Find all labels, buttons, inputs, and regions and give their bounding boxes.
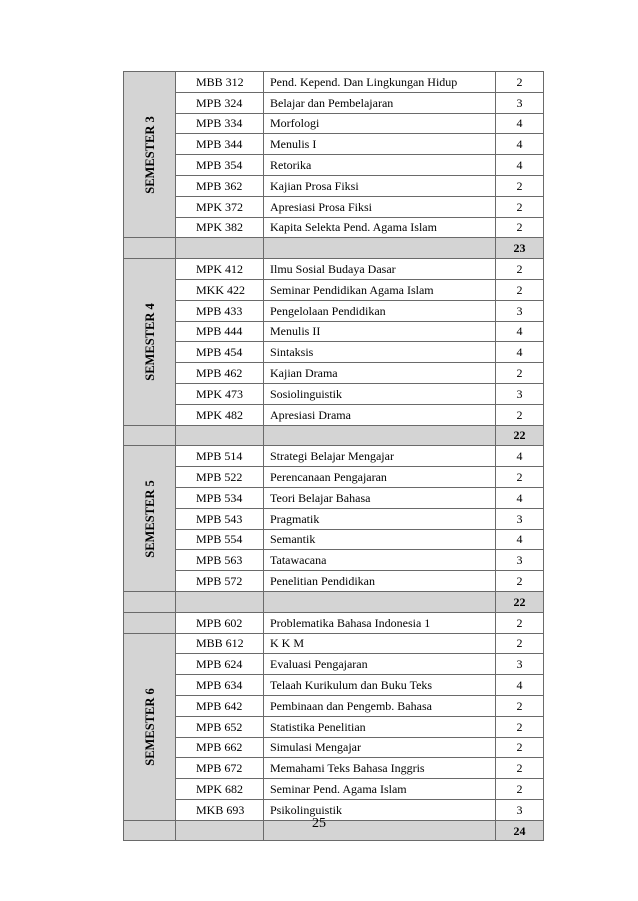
course-name: Pragmatik [264, 508, 496, 529]
course-credits: 3 [496, 92, 544, 113]
course-row [124, 259, 544, 280]
course-code: MPB 354 [176, 155, 264, 176]
course-name: K K M [264, 633, 496, 654]
course-row [124, 571, 544, 592]
semester-label: SEMESTER 6 [142, 687, 157, 766]
course-row [124, 404, 544, 425]
course-code: MPB 642 [176, 695, 264, 716]
course-name: Problematika Bahasa Indonesia 1 [264, 612, 496, 633]
course-credits: 2 [496, 716, 544, 737]
curriculum-table [123, 71, 544, 841]
course-code: MKK 422 [176, 279, 264, 300]
course-row [124, 779, 544, 800]
course-code: MPB 572 [176, 571, 264, 592]
course-credits: 2 [496, 404, 544, 425]
course-row [124, 155, 544, 176]
course-credits: 2 [496, 279, 544, 300]
course-name: Kajian Prosa Fiksi [264, 175, 496, 196]
course-code: MPK 473 [176, 383, 264, 404]
semester-label: SEMESTER 4 [142, 303, 157, 381]
course-name: Teori Belajar Bahasa [264, 487, 496, 508]
semester-total-credits: 24 [496, 820, 544, 841]
course-name: Retorika [264, 155, 496, 176]
course-name: Ilmu Sosial Budaya Dasar [264, 259, 496, 280]
course-credits: 2 [496, 175, 544, 196]
course-row [124, 758, 544, 779]
course-row [124, 363, 544, 384]
course-name: Pengelolaan Pendidikan [264, 300, 496, 321]
course-name: Kapita Selekta Pend. Agama Islam [264, 217, 496, 238]
course-row [124, 383, 544, 404]
course-row [124, 675, 544, 696]
course-credits: 2 [496, 571, 544, 592]
course-name: Menulis II [264, 321, 496, 342]
total-blank-cell [264, 591, 496, 612]
course-code: MPB 334 [176, 113, 264, 134]
course-code: MPB 672 [176, 758, 264, 779]
total-blank-cell [124, 591, 176, 612]
course-row [124, 695, 544, 716]
total-blank-cell [264, 425, 496, 446]
course-credits: 3 [496, 550, 544, 571]
course-name: Strategi Belajar Mengajar [264, 446, 496, 467]
course-name: Penelitian Pendidikan [264, 571, 496, 592]
course-code: MPK 412 [176, 259, 264, 280]
semester-label: SEMESTER 5 [142, 479, 157, 558]
course-name: Sintaksis [264, 342, 496, 363]
course-name: Kajian Drama [264, 363, 496, 384]
course-name: Sosiolinguistik [264, 383, 496, 404]
semester-total-credits: 23 [496, 238, 544, 259]
course-code: MPK 682 [176, 779, 264, 800]
course-credits: 4 [496, 446, 544, 467]
course-credits: 3 [496, 654, 544, 675]
course-credits: 3 [496, 508, 544, 529]
course-credits: 2 [496, 259, 544, 280]
course-row [124, 487, 544, 508]
course-name: Simulasi Mengajar [264, 737, 496, 758]
course-code: MPB 534 [176, 487, 264, 508]
course-credits: 2 [496, 217, 544, 238]
course-credits: 2 [496, 633, 544, 654]
course-row [124, 342, 544, 363]
course-credits: 2 [496, 779, 544, 800]
course-row [124, 300, 544, 321]
course-row [124, 633, 544, 654]
course-code: MPB 514 [176, 446, 264, 467]
course-code: MPK 482 [176, 404, 264, 425]
semester-total-row [124, 238, 544, 259]
course-credits: 4 [496, 675, 544, 696]
course-name: Seminar Pendidikan Agama Islam [264, 279, 496, 300]
course-name: Semantik [264, 529, 496, 550]
course-row [124, 134, 544, 155]
semester-total-row [124, 425, 544, 446]
course-code: MPB 563 [176, 550, 264, 571]
course-code: MBB 612 [176, 633, 264, 654]
course-credits: 2 [496, 737, 544, 758]
course-row [124, 72, 544, 93]
course-credits: 3 [496, 300, 544, 321]
course-credits: 2 [496, 196, 544, 217]
course-code: MPB 652 [176, 716, 264, 737]
semester-label-cell [124, 259, 176, 425]
course-credits: 4 [496, 487, 544, 508]
course-code: MPB 543 [176, 508, 264, 529]
course-code: MPB 602 [176, 612, 264, 633]
page-number: 25 [312, 816, 326, 831]
course-credits: 4 [496, 529, 544, 550]
course-row [124, 321, 544, 342]
course-row [124, 467, 544, 488]
course-row [124, 737, 544, 758]
course-name: Menulis I [264, 134, 496, 155]
course-code: MPB 433 [176, 300, 264, 321]
course-credits: 2 [496, 72, 544, 93]
course-name: Tatawacana [264, 550, 496, 571]
course-name: Statistika Penelitian [264, 716, 496, 737]
semester-total-row [124, 591, 544, 612]
course-code: MPB 554 [176, 529, 264, 550]
course-credits: 2 [496, 363, 544, 384]
course-code: MPB 522 [176, 467, 264, 488]
course-row [124, 196, 544, 217]
course-name: Pend. Kepend. Dan Lingkungan Hidup [264, 72, 496, 93]
course-credits: 4 [496, 155, 544, 176]
course-credits: 3 [496, 383, 544, 404]
course-name: Perencanaan Pengajaran [264, 467, 496, 488]
course-row [124, 529, 544, 550]
course-code: MPB 462 [176, 363, 264, 384]
semester-label-cell [124, 612, 176, 633]
course-code: MBB 312 [176, 72, 264, 93]
course-row [124, 654, 544, 675]
course-credits: 4 [496, 113, 544, 134]
course-row [124, 175, 544, 196]
course-code: MPB 624 [176, 654, 264, 675]
course-code: MPB 454 [176, 342, 264, 363]
total-blank-cell [124, 238, 176, 259]
total-blank-cell [176, 238, 264, 259]
course-row [124, 612, 544, 633]
course-credits: 2 [496, 467, 544, 488]
course-code: MPB 324 [176, 92, 264, 113]
total-blank-cell [176, 425, 264, 446]
course-name: Evaluasi Pengajaran [264, 654, 496, 675]
semester-label-cell [124, 446, 176, 592]
course-row [124, 217, 544, 238]
course-credits: 3 [496, 799, 544, 820]
course-code: MPB 662 [176, 737, 264, 758]
course-name: Psikolinguistik [264, 799, 496, 820]
course-row [124, 716, 544, 737]
course-row [124, 279, 544, 300]
course-code: MPK 372 [176, 196, 264, 217]
course-name: Telaah Kurikulum dan Buku Teks [264, 675, 496, 696]
course-name: Seminar Pend. Agama Islam [264, 779, 496, 800]
course-credits: 2 [496, 695, 544, 716]
course-row [124, 113, 544, 134]
course-credits: 4 [496, 321, 544, 342]
course-code: MPB 362 [176, 175, 264, 196]
course-code: MKB 693 [176, 799, 264, 820]
semester-label-cell [124, 633, 176, 820]
course-name: Morfologi [264, 113, 496, 134]
course-name: Belajar dan Pembelajaran [264, 92, 496, 113]
course-credits: 2 [496, 758, 544, 779]
course-credits: 2 [496, 612, 544, 633]
course-name: Memahami Teks Bahasa Inggris [264, 758, 496, 779]
course-name: Pembinaan dan Pengemb. Bahasa [264, 695, 496, 716]
course-row [124, 92, 544, 113]
course-name: Apresiasi Prosa Fiksi [264, 196, 496, 217]
course-code: MPB 634 [176, 675, 264, 696]
course-code: MPK 382 [176, 217, 264, 238]
course-code: MPB 344 [176, 134, 264, 155]
course-credits: 4 [496, 342, 544, 363]
total-blank-cell [264, 238, 496, 259]
course-name: Apresiasi Drama [264, 404, 496, 425]
total-blank-cell [124, 425, 176, 446]
semester-label-cell [124, 72, 176, 238]
total-blank-cell [176, 591, 264, 612]
course-row [124, 550, 544, 571]
course-row [124, 508, 544, 529]
course-code: MPB 444 [176, 321, 264, 342]
semester-label: SEMESTER 3 [142, 115, 157, 194]
semester-total-credits: 22 [496, 591, 544, 612]
course-credits: 4 [496, 134, 544, 155]
semester-total-credits: 22 [496, 425, 544, 446]
course-row [124, 446, 544, 467]
